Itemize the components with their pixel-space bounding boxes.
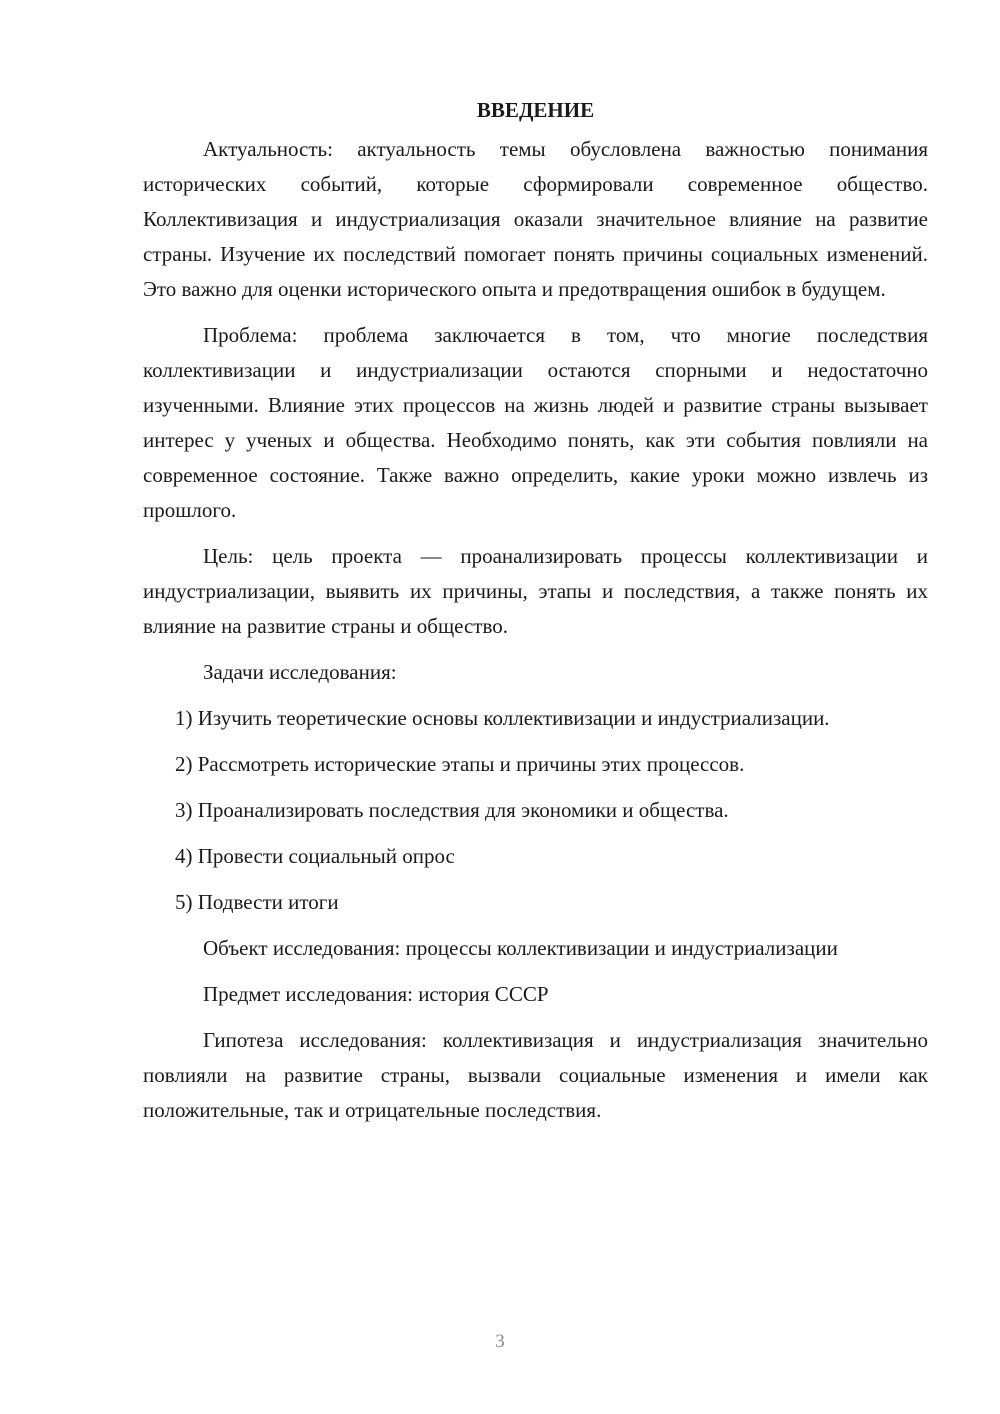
page-content — [143, 93, 928, 1139]
relevance-paragraph: Актуальность: актуальность темы обусловлена важностью понимания исторических событий, которые сформировали современное общество. Коллективизация и индустриализация оказали значительное влияние на развитие страны. Изучение их последствий помогает понять причины социальных изменений. Это важно для оценки исторического опыта и предотвращения ошибок в будущем. — [143, 137, 928, 301]
goal-paragraph: Цель: цель проекта — проанализировать процессы коллективизации и индустриализации, выявить их причины, этапы и последствия, а также понять их влияние на развитие страны и общество. — [143, 544, 928, 638]
tasks-heading: Задачи исследования: — [203, 660, 397, 684]
section-title: ВВЕДЕНИЕ — [476, 98, 595, 122]
subject-paragraph: Предмет исследования: история СССР — [203, 982, 549, 1006]
problem-paragraph: Проблема: проблема заключается в том, что многие последствия коллективизации и индустриализации остаются спорными и недостаточно изученными. Влияние этих процессов на жизнь людей и развитие страны вызывает интерес у ученых и общества. Необходимо понять, как эти события повлияли на современное состояние. Также важно определить, какие уроки можно извлечь из прошлого. — [143, 323, 928, 522]
task-item-3: 3) Проанализировать последствия для экономики и общества. — [175, 798, 729, 822]
task-item-1: 1) Изучить теоретические основы коллективизации и индустриализации. — [175, 706, 830, 730]
task-item-5: 5) Подвести итоги — [175, 890, 339, 914]
task-item-4: 4) Провести социальный опрос — [175, 844, 455, 868]
task-item-2: 2) Рассмотреть исторические этапы и причины этих процессов. — [175, 752, 745, 776]
hypothesis-paragraph: Гипотеза исследования: коллективизация и индустриализация значительно повлияли на развитие страны, вызвали социальные изменения и имели как положительные, так и отрицательные последствия. — [143, 1028, 928, 1122]
page-number: 3 — [495, 1331, 505, 1352]
object-paragraph: Объект исследования: процессы коллективизации и индустриализации — [203, 936, 838, 960]
